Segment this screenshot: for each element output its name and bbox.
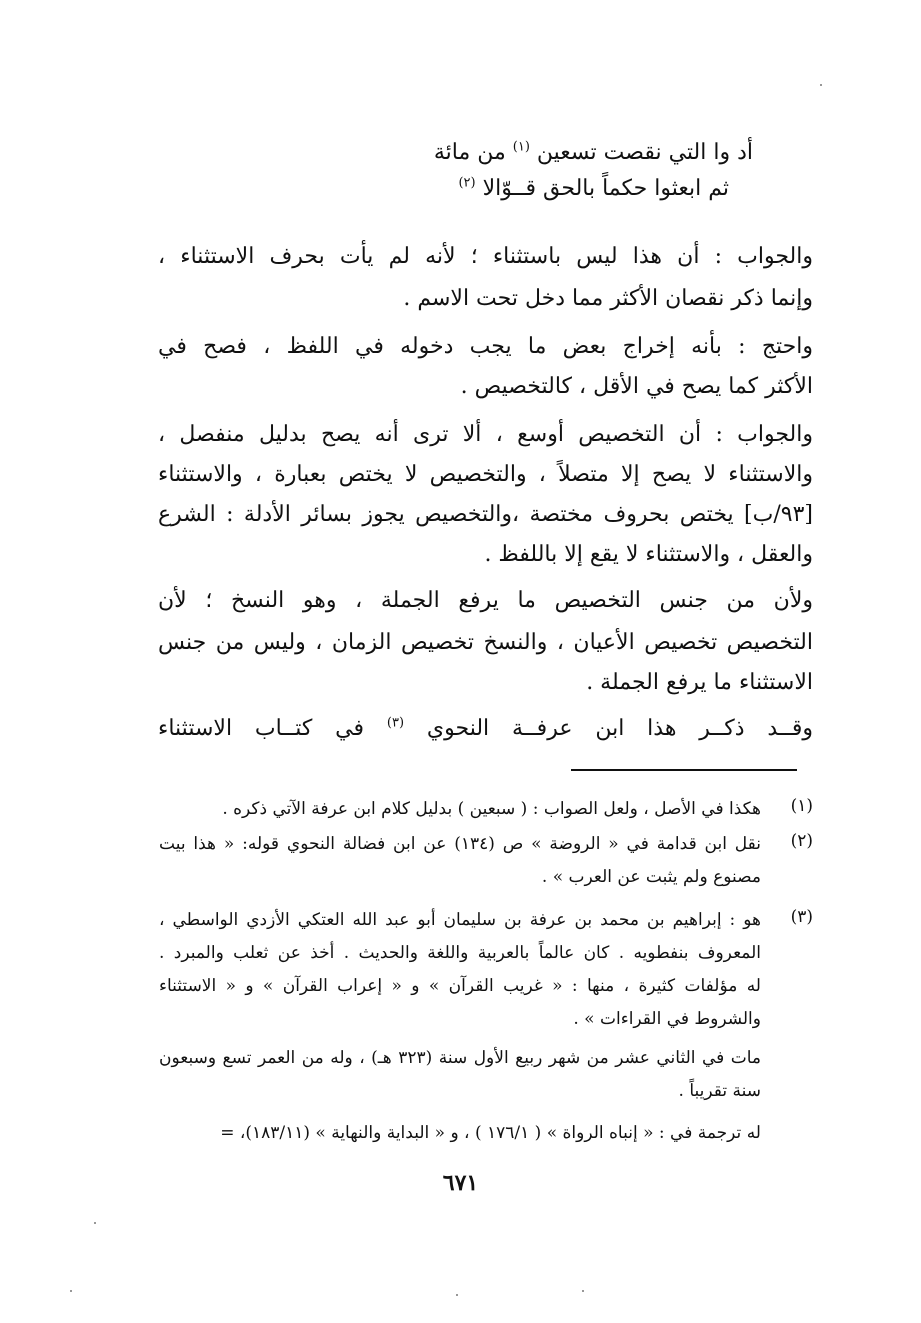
footnote-number-2: (٢) xyxy=(790,831,813,851)
footnote-line: هكذا في الأصل ، ولعل الصواب : ( سبعين ) بدليل كلام ابن عرفة الآتي ذكره . xyxy=(222,799,761,819)
footnote-line: سنة تقريباً . xyxy=(678,1081,761,1101)
footnote-line: والشروط في القراءات » . xyxy=(573,1009,761,1029)
poem-line-1 xyxy=(434,140,753,165)
body-line-last-end: في كتــاب الاستثناء xyxy=(158,716,365,741)
scan-speck xyxy=(820,84,822,86)
footnote-line: له مؤلفات كثيرة ، منها : « غريب القرآن » و « إعراب القرآن » و « الاستثناء xyxy=(159,976,761,996)
body-line: [٩٣/ب] يختص بحروف مختصة ،والتخصيص يجوز بسائر الأدلة : الشرع xyxy=(158,502,813,527)
body-line-last xyxy=(158,712,813,746)
footnote-line: مصنوع ولم يثبت عن العرب » . xyxy=(541,867,761,887)
body-line: والجواب : أن هذا ليس باستثناء ؛ لأنه لم يأت بحرف الاستثناء ، xyxy=(158,244,813,269)
poem-line-1-text: أد وا التي نقصت تسعين xyxy=(536,140,753,165)
poem-line-2-text: ثم ابعثوا حكماً بالحق قــوّالا xyxy=(482,176,729,201)
scan-speck xyxy=(94,1222,96,1224)
body-line: التخصيص تخصيص الأعيان ، والنسخ تخصيص الزمان ، وليس من جنس xyxy=(158,630,813,655)
body-line: والجواب : أن التخصيص أوسع ، ألا ترى أنه يصح بدليل منفصل ، xyxy=(158,422,813,447)
body-line: الأكثر كما يصح في الأقل ، كالتخصيص . xyxy=(460,374,813,399)
footnote-line: مات في الثاني عشر من شهر ربيع الأول سنة (٣٢٣ هـ) ، وله من العمر تسع وسبعون xyxy=(159,1048,762,1068)
scan-speck xyxy=(456,1294,458,1296)
poem-line-1-tail: من مائة xyxy=(433,140,506,165)
body-line: الاستثناء ما يرفع الجملة . xyxy=(586,670,813,695)
footnote-ref-3: (٣) xyxy=(386,715,405,731)
poem-line-2 xyxy=(458,176,729,201)
footnote-line: هو : إبراهيم بن محمد بن عرفة بن سليمان أبو عبد الله العتكي الأزدي الواسطي ، xyxy=(159,910,761,930)
footnote-number-3: (٣) xyxy=(790,907,813,927)
body-line-last-start: وقــد ذكــر هذا ابن عرفــة النحوي xyxy=(426,716,813,741)
footnote-line: المعروف بنفطويه . كان عالماً بالعربية واللغة والحديث . أخذ عن ثعلب والمبرد . xyxy=(159,943,761,963)
scan-speck xyxy=(70,1290,72,1292)
footnote-number-1: (١) xyxy=(790,796,813,816)
footnote-line: له ترجمة في : « إنباه الرواة » ( ١٧٦/١ ) ، و « البداية والنهاية » (١٨٣/١١)، = xyxy=(220,1123,761,1143)
body-line: والعقل ، والاستثناء لا يقع إلا باللفظ . xyxy=(484,542,813,567)
body-line: وإنما ذكر نقصان الأكثر مما دخل تحت الاسم . xyxy=(403,286,813,311)
footnote-ref-1: (١) xyxy=(512,139,530,155)
scan-speck xyxy=(582,1290,584,1292)
body-line: ولأن من جنس التخصيص ما يرفع الجملة ، وهو النسخ ؛ لأن xyxy=(158,588,813,613)
page-number: ٦٧١ xyxy=(442,1170,479,1196)
body-line: واحتج : بأنه إخراج بعض ما يجب دخوله في اللفظ ، فصح في xyxy=(158,334,813,359)
footnote-line: نقل ابن قدامة في « الروضة » ص (١٣٤) عن ابن فضالة النحوي قوله: « هذا بيت xyxy=(159,834,761,854)
body-line: والاستثناء لا يصح إلا متصلاً ، والتخصيص لا يختص بعبارة ، والاستثناء xyxy=(158,462,813,487)
footnote-ref-2: (٢) xyxy=(458,175,476,191)
footnote-separator xyxy=(571,769,797,771)
